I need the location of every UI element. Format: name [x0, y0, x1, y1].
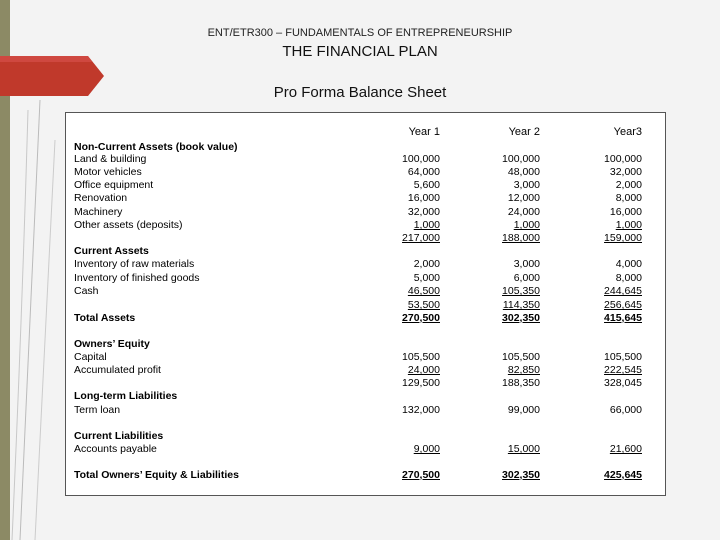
row-label: Accounts payable [74, 443, 157, 455]
cell-value: 32,000 [407, 206, 440, 218]
subtotal-value: 53,500 [407, 299, 440, 311]
subtotal-value: 328,045 [604, 377, 642, 389]
row-label: Renovation [74, 192, 128, 204]
column-header: Year 1 [408, 126, 440, 138]
course-header: ENT/ETR300 – FUNDAMENTALS OF ENTREPRENEURSHIP [207, 27, 513, 39]
total-value: 425,645 [604, 469, 642, 481]
column-header: Year3 [613, 126, 642, 138]
cell-value: 6,000 [513, 272, 540, 284]
column-header: Year 2 [508, 126, 540, 138]
subtotal-value: 188,350 [502, 377, 540, 389]
subtotal-value: 256,645 [604, 299, 642, 311]
section-heading: Long-term Liabilities [74, 390, 178, 402]
cell-value: 48,000 [507, 166, 540, 178]
section-heading: Non-Current Assets (book value) [74, 141, 238, 153]
row-label: Capital [74, 351, 107, 363]
row-label: Inventory of raw materials [74, 258, 195, 270]
cell-value: 105,500 [402, 351, 440, 363]
subtotal-value: 188,000 [502, 232, 540, 244]
row-label: Other assets (deposits) [74, 219, 183, 231]
cell-value: 66,000 [609, 404, 642, 416]
total-value: 415,645 [604, 312, 642, 324]
row-label: Motor vehicles [74, 166, 142, 178]
subtotal-value: 217,000 [402, 232, 440, 244]
cell-value: 244,645 [604, 285, 642, 297]
row-label: Inventory of finished goods [74, 272, 200, 284]
cell-value: 46,500 [407, 285, 440, 297]
cell-value: 8,000 [615, 192, 642, 204]
section-heading: Current Liabilities [74, 430, 164, 442]
cell-value: 5,000 [413, 272, 440, 284]
cell-value: 3,000 [513, 179, 540, 191]
section-heading: Current Assets [74, 245, 149, 257]
cell-value: 5,600 [413, 179, 440, 191]
total-value: 270,500 [402, 469, 440, 481]
cell-value: 222,545 [604, 364, 642, 376]
cell-value: 16,000 [609, 206, 642, 218]
total-value: 270,500 [402, 312, 440, 324]
cell-value: 12,000 [507, 192, 540, 204]
cell-value: 64,000 [407, 166, 440, 178]
row-label: Machinery [74, 206, 123, 218]
row-label: Term loan [74, 404, 121, 416]
cell-value: 21,600 [609, 443, 642, 455]
row-label: Land & building [74, 153, 147, 165]
cell-value: 1,000 [413, 219, 440, 231]
cell-value: 8,000 [615, 272, 642, 284]
cell-value: 99,000 [507, 404, 540, 416]
total-equity-liabilities-label: Total Owners’ Equity & Liabilities [74, 469, 239, 481]
cell-value: 24,000 [407, 364, 440, 376]
page-title: THE FINANCIAL PLAN [282, 43, 438, 60]
cell-value: 4,000 [615, 258, 642, 270]
cell-value: 2,000 [615, 179, 642, 191]
subtotal-value: 129,500 [402, 377, 440, 389]
section-heading: Owners’ Equity [74, 338, 150, 350]
row-label: Office equipment [74, 179, 154, 191]
cell-value: 16,000 [407, 192, 440, 204]
subtotal-value: 159,000 [604, 232, 642, 244]
row-label: Cash [74, 285, 99, 297]
total-value: 302,350 [502, 469, 540, 481]
sheet-subtitle: Pro Forma Balance Sheet [273, 84, 447, 101]
cell-value: 82,850 [507, 364, 540, 376]
total-assets-label: Total Assets [74, 312, 136, 324]
cell-value: 1,000 [615, 219, 642, 231]
row-label: Accumulated profit [74, 364, 161, 376]
cell-value: 2,000 [413, 258, 440, 270]
total-value: 302,350 [502, 312, 540, 324]
cell-value: 105,500 [604, 351, 642, 363]
cell-value: 100,000 [604, 153, 642, 165]
subtotal-value: 114,350 [502, 299, 540, 311]
cell-value: 3,000 [513, 258, 540, 270]
cell-value: 24,000 [507, 206, 540, 218]
cell-value: 105,350 [502, 285, 540, 297]
cell-value: 32,000 [609, 166, 642, 178]
cell-value: 132,000 [402, 404, 440, 416]
cell-value: 1,000 [513, 219, 540, 231]
cell-value: 15,000 [507, 443, 540, 455]
balance-sheet-table [65, 112, 666, 496]
cell-value: 100,000 [402, 153, 440, 165]
cell-value: 100,000 [502, 153, 540, 165]
cell-value: 105,500 [502, 351, 540, 363]
cell-value: 9,000 [413, 443, 440, 455]
